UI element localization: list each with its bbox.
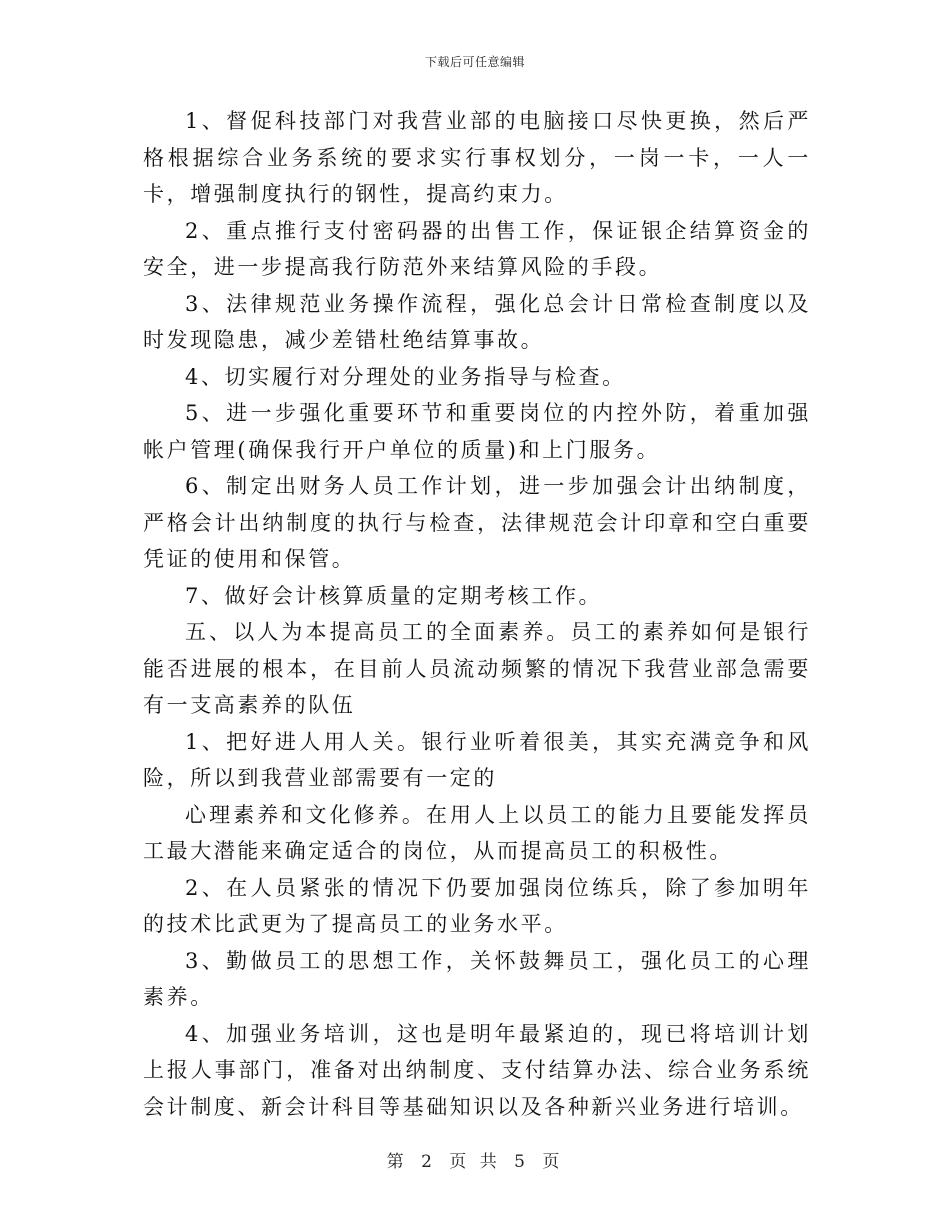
footer-total-pages: 5 — [514, 1152, 529, 1172]
document-body — [143, 103, 811, 1125]
paragraph-11: 2、在人员紧张的情况下仍要加强岗位练兵，除了参加明年的技术比武更为了提高员工的业务水平。 — [143, 875, 811, 936]
footer-page-number: 2 — [421, 1152, 436, 1172]
paragraph-4: 4、切实履行对分理处的业务指导与检查。 — [185, 364, 626, 389]
paragraph-8: 五、以人为本提高员工的全面素养。员工的素养如何是银行能否进展的根本，在目前人员流动频繁的情况下我营业部急需要有一支高素养的队伍 — [143, 620, 811, 717]
header-note: 下载后可任意编辑 — [424, 55, 525, 69]
paragraph-1: 1、督促科技部门对我营业部的电脑接口尽快更换，然后严格根据综合业务系统的要求实行事权划分，一岗一卡，一人一卡，增强制度执行的钢性，提高约束力。 — [143, 109, 811, 206]
footer-suffix: 页 — [542, 1152, 564, 1172]
paragraph-2: 2、重点推行支付密码器的出售工作，保证银企结算资金的安全，进一步提高我行防范外来结算风险的手段。 — [143, 218, 811, 279]
paragraph-13: 4、加强业务培训，这也是明年最紧迫的，现已将培训计划上报人事部门，准备对出纳制度、支付结算办法、综合业务系统会计制度、新会计科目等基础知识以及各种新兴业务进行培训。 — [143, 1021, 811, 1119]
page-footer — [0, 1147, 950, 1172]
paragraph-6: 6、制定出财务人员工作计划，进一步加强会计出纳制度，严格会计出纳制度的执行与检查，法律规范会计印章和空白重要凭证的使用和保管。 — [143, 474, 811, 571]
paragraph-9: 1、把好进人用人关。银行业听着很美，其实充满竞争和风险，所以到我营业部需要有一定的 — [143, 729, 811, 790]
paragraph-3: 3、法律规范业务操作流程，强化总会计日常检查制度以及时发现隐患，减少差错杜绝结算事故。 — [143, 291, 811, 352]
paragraph-5: 5、进一步强化重要环节和重要岗位的内控外防，着重加强帐户管理(确保我行开户单位的质量)和上门服务。 — [143, 401, 811, 462]
paragraph-10: 心理素养和文化修养。在用人上以员工的能力且要能发挥员工最大潜能来确定适合的岗位，从而提高员工的积极性。 — [143, 802, 811, 863]
paragraph-12: 3、勤做员工的思想工作，关怀鼓舞员工，强化员工的心理素养。 — [143, 948, 811, 1009]
paragraph-7: 7、做好会计核算质量的定期考核工作。 — [185, 583, 603, 608]
footer-middle: 页 共 — [449, 1152, 501, 1172]
footer-prefix: 第 — [386, 1152, 408, 1172]
